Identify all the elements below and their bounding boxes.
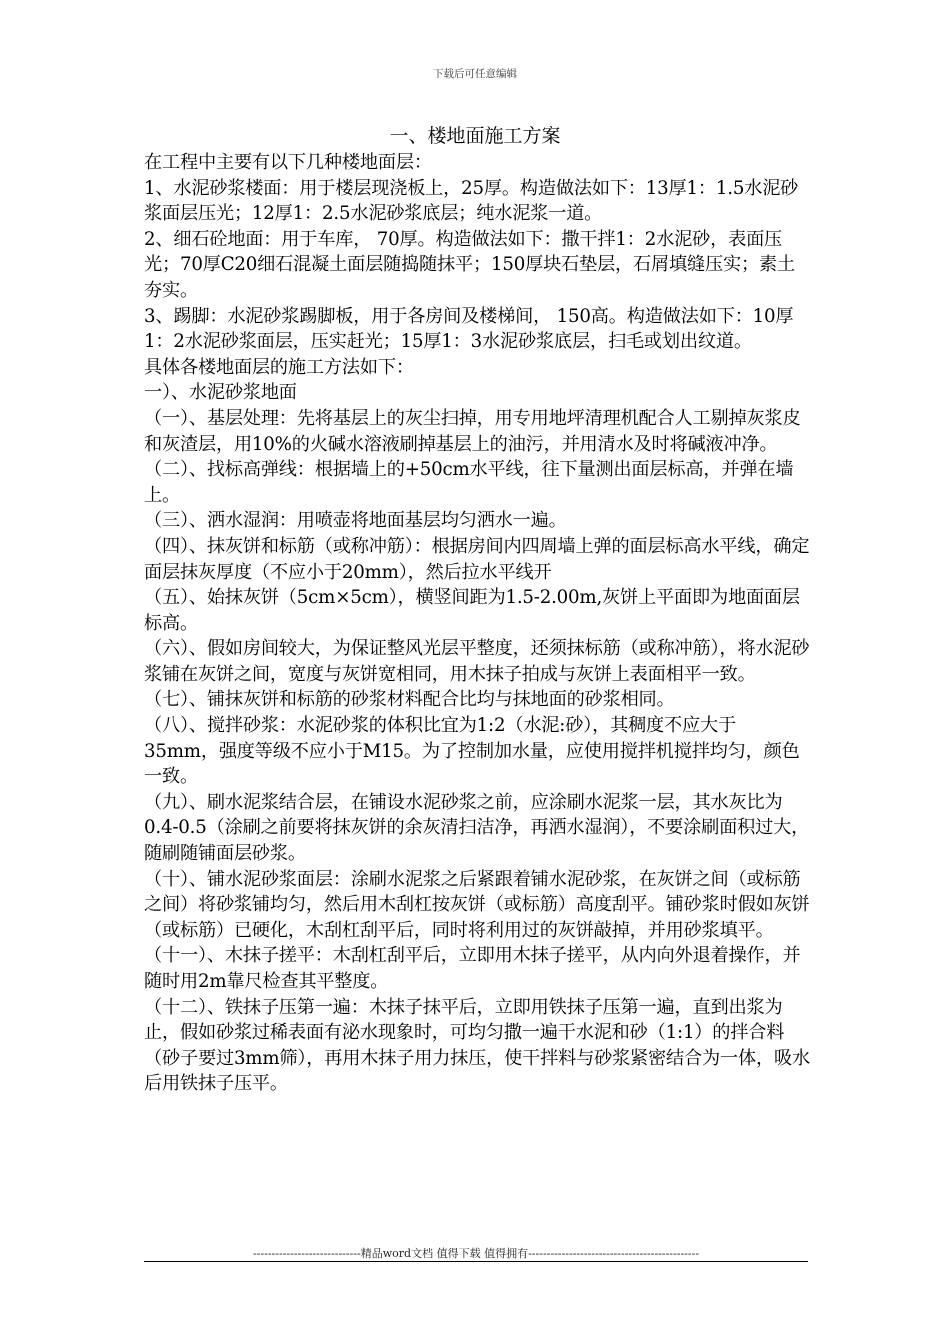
paragraph: （十一）、木抹子搓平：木刮杠刮平后，立即用木抹子搓平，从内向外退着操作，并随时用2m靠尺检查其平整度。 <box>144 945 801 992</box>
paragraph: （六）、假如房间较大，为保证整风光层平整度，还须抹标筋（或称冲筋），将水泥砂浆铺在灰饼之间，宽度与灰饼宽相同，用木抹子拍成与灰饼上表面相平一致。 <box>144 638 810 685</box>
paragraph: 具体各楼地面层的施工方法如下： <box>144 356 414 378</box>
paragraph: （一）、基层处理：先将基层上的灰尘扫掉，用专用地坪清理机配合人工剔掉灰浆皮和灰渣层，用10%的火碱水溶液刷掉基层上的油污，并用清水及时将碱液冲净。 <box>144 407 801 455</box>
paragraph: 2、细石砼地面：用于车库， 70厚。构造做法如下：撒干拌1：2水泥砂，表面压光；70厚C20细石混凝土面层随捣随抹平；150厚块石垫层，石屑填缝压实；素土夯实。 <box>144 228 795 301</box>
paragraph: 1、水泥砂浆楼面：用于楼层现浇板上，25厚。构造做法如下：13厚1：1.5水泥砂浆面层压光；12厚1：2.5水泥砂浆底层；纯水泥浆一道。 <box>144 177 799 225</box>
paragraph: （七）、铺抹灰饼和标筋的砂浆材料配合比均与抹地面的砂浆相同。 <box>144 689 675 711</box>
paragraph: （十二）、铁抹子压第一遍：木抹子抹平后，立即用铁抹子压第一遍，直到出浆为止，假如砂浆过稀表面有泌水现象时，可均匀撒一遍干水泥和砂（1:1）的拌合料（砂子要过3mm筛），再用木抹子用力抹压，使干拌料与砂浆紧密结合为一体，吸水后用铁抹子压平。 <box>144 996 810 1095</box>
footer-divider <box>144 1261 808 1262</box>
paragraph: （二）、找标高弹线：根据墙上的+50cm水平线，往下量测出面层标高，并弹在墙上。 <box>144 459 794 506</box>
header-note: 下载后可任意编辑 <box>433 68 517 80</box>
paragraph: （三）、洒水湿润：用喷壶将地面基层均匀洒水一遍。 <box>144 510 567 532</box>
paragraph: 在工程中主要有以下几种楼地面层： <box>144 152 432 173</box>
paragraph: 3、踢脚：水泥砂浆踢脚板，用于各房间及楼梯间， 150高。构造做法如下：10厚1：2水泥砂浆面层，压实赶光；15厚1：3水泥砂浆底层，扫毛或划出纹道。 <box>144 305 794 353</box>
paragraph: （四）、抹灰饼和标筋（或称冲筋）：根据房间内四周墙上弹的面层标高水平线，确定面层抹灰厚度（不应小于20mm），然后拉水平线开 <box>144 535 810 583</box>
section-heading: 一）、水泥砂浆地面 <box>144 382 297 404</box>
paragraph: （八）、搅拌砂浆：水泥砂浆的体积比宜为1:2（水泥:砂），其稠度不应大于35mm，强度等级不应小于M15。为了控制加水量，应使用搅拌机搅拌均匀，颜色一致。 <box>144 715 800 788</box>
paragraph: （五）、始抹灰饼（5cm×5cm），横竖间距为1.5-2.00m,灰饼上平面即为地面面层标高。 <box>144 587 800 634</box>
document-body <box>144 150 810 1097</box>
footer-text: -----------------------------精品word文档 值得下载 值得拥有---------------------------------------------- <box>252 1247 700 1260</box>
paragraph: （九）、刷水泥浆结合层，在铺设水泥砂浆之前，应涂刷水泥浆一层，其水灰比为0.4-0.5（涂刷之前要将抹灰饼的余灰清扫洁净，再洒水湿润），不要涂刷面积过大，随刷随铺面层砂浆。 <box>144 791 810 865</box>
page-title: 一、楼地面施工方案 <box>389 125 561 147</box>
paragraph: （十）、铺水泥砂浆面层：涂刷水泥浆之后紧跟着铺水泥砂浆，在灰饼之间（或标筋之间）将砂浆铺均匀，然后用木刮杠按灰饼（或标筋）高度刮平。铺砂浆时假如灰饼（或标筋）已硬化，木刮杠刮平后，同时将利用过的灰饼敲掉，并用砂浆填平。 <box>144 868 810 941</box>
